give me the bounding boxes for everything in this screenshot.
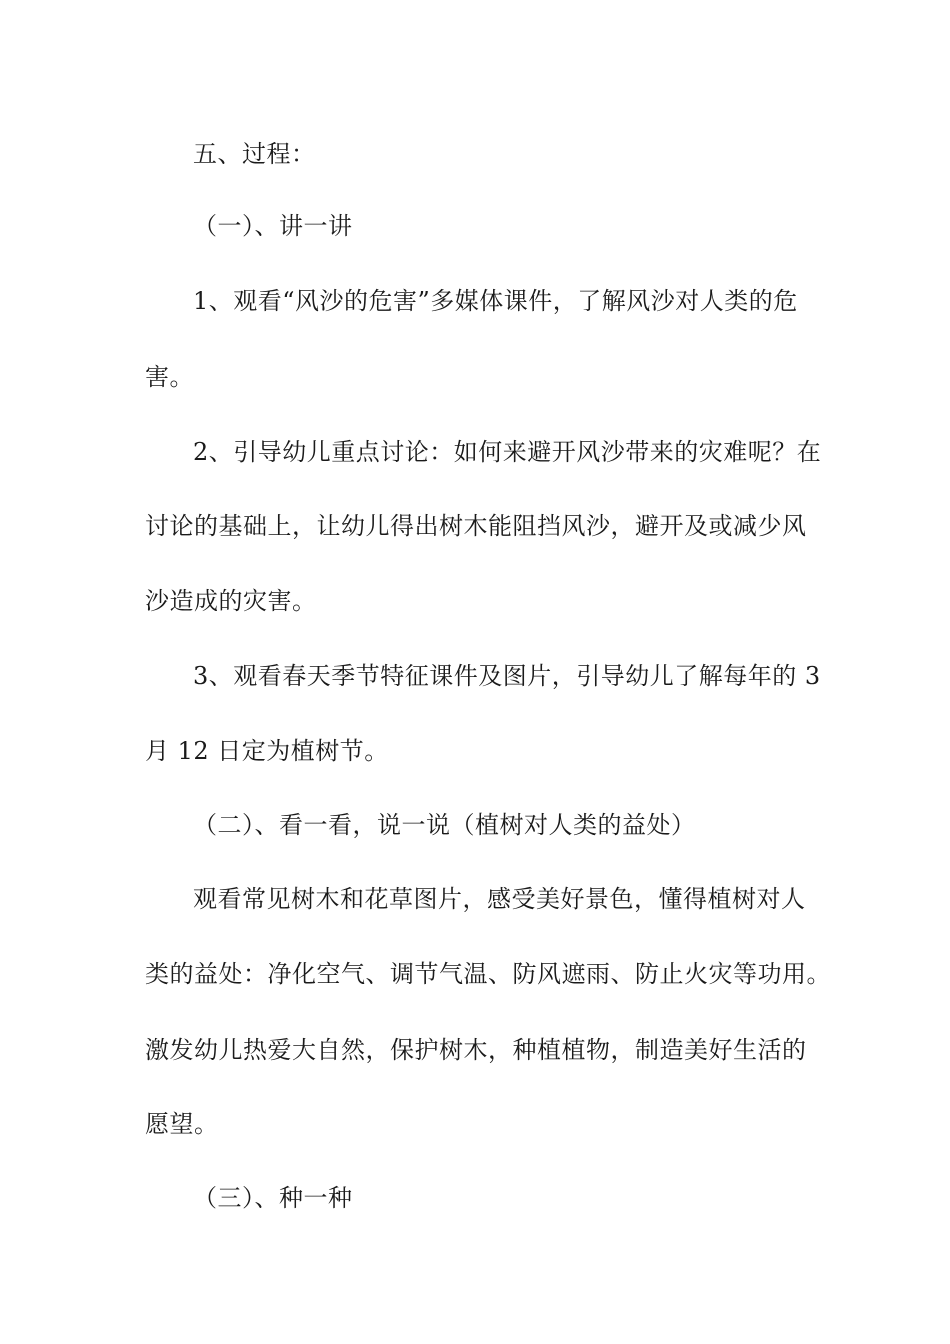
paragraph-line: 愿望。 <box>145 1110 219 1138</box>
paragraph-line: 3、观看春天季节特征课件及图片，引导幼儿了解每年的 3 <box>193 662 821 690</box>
paragraph-line: 害。 <box>145 363 194 391</box>
subsection-heading-1: （一）、讲一讲 <box>193 212 353 240</box>
paragraph-line: 类的益处：净化空气、调节气温、防风遮雨、防止火灾等功用。 <box>145 960 831 988</box>
paragraph-line: 观看常见树木和花草图片，感受美好景色，懂得植树对人 <box>193 885 806 913</box>
paragraph-line: 沙造成的灾害。 <box>145 587 317 615</box>
paragraph-line: 激发幼儿热爱大自然，保护树木，种植植物，制造美好生活的 <box>145 1036 807 1064</box>
subsection-heading-3: （三）、种一种 <box>193 1184 353 1212</box>
paragraph-line: 月 12 日定为植树节。 <box>145 737 389 765</box>
subsection-heading-2: （二）、看一看，说一说（植树对人类的益处） <box>193 811 696 839</box>
section-heading-process: 五、过程： <box>193 140 316 168</box>
paragraph-line: 讨论的基础上，让幼儿得出树木能阻挡风沙，避开及或减少风 <box>145 512 807 540</box>
paragraph-line: 2、引导幼儿重点讨论：如何来避开风沙带来的灾难呢？在 <box>193 438 822 466</box>
paragraph-line: 1、观看“风沙的危害”多媒体课件，了解风沙对人类的危 <box>193 287 798 315</box>
